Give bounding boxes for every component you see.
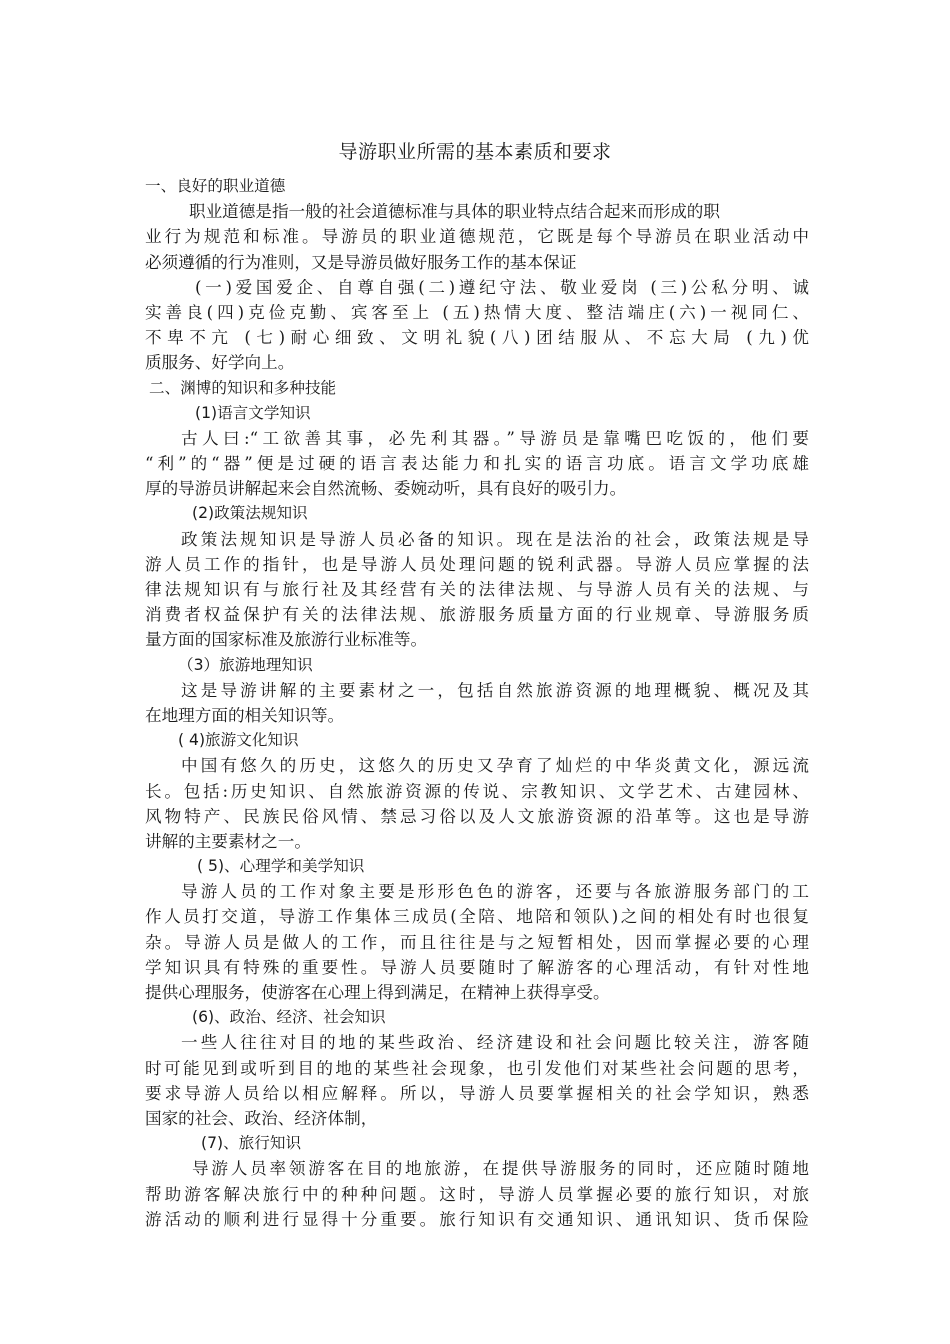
paragraph-line: 厚的导游员讲解起来会自然流畅、委婉动听，具有良好的吸引力。 bbox=[145, 479, 627, 499]
paragraph-line: “利”的“器”便是过硬的语言表达能力和扎实的语言功底。语言文学功底雄 bbox=[145, 454, 809, 474]
paragraph-line: 量方面的国家标准及旅游行业标准等。 bbox=[145, 630, 428, 650]
paragraph-line: 要求导游人员给以相应解释。所以，导游人员要掌握相关的社会学知识，熟悉 bbox=[145, 1083, 809, 1103]
subsection-heading: （3）旅游地理知识 bbox=[178, 655, 313, 674]
paragraph-line: 实善良(四)克俭克勤、宾客至上 (五)热情大度、整洁端庄(六)一视同仁、 bbox=[145, 302, 809, 322]
paragraph-line: 风物特产、民族民俗风情、禁忌习俗以及人文旅游资源的沿革等。这也是导游 bbox=[145, 806, 809, 826]
section-heading-1: 一、良好的职业道德 bbox=[145, 177, 286, 195]
paragraph-line: 讲解的主要素材之一。 bbox=[145, 831, 311, 851]
paragraph-line: 政策法规知识是导游人员必备的知识。现在是法治的社会，政策法规是导 bbox=[181, 529, 809, 549]
paragraph-line: 导游人员率领游客在目的地旅游，在提供导游服务的同时，还应随时随地 bbox=[192, 1159, 809, 1179]
paragraph-line: 时可能见到或听到目的地的某些社会现象，也引发他们对某些社会问题的思考， bbox=[145, 1058, 809, 1078]
section-heading-2: 二、渊博的知识和多种技能 bbox=[149, 378, 337, 397]
document-body bbox=[145, 174, 809, 1232]
subsection-heading: (7)、旅行知识 bbox=[201, 1134, 302, 1153]
paragraph-line: 提供心理服务，使游客在心理上得到满足，在精神上获得享受。 bbox=[145, 983, 610, 1002]
paragraph-line: 国家的社会、政治、经济体制， bbox=[145, 1108, 378, 1128]
paragraph-line: 作人员打交道，导游工作集体三成员(全陪、地陪和领队)之间的相处有时也很复 bbox=[145, 907, 809, 927]
subsection-heading: ( 4)旅游文化知识 bbox=[178, 731, 299, 750]
paragraph-line: 帮助游客解决旅行中的种种问题。这时，导游人员掌握必要的旅行知识，对旅 bbox=[145, 1184, 809, 1204]
paragraph-line: 古人曰:“工欲善其事，必先利其器。”导游员是靠嘴巴吃饭的，他们要 bbox=[181, 428, 809, 448]
paragraph-line: 一些人往往对目的地的某些政治、经济建设和社会问题比较关注，游客随 bbox=[181, 1033, 809, 1053]
paragraph-line: 职业道德是指一般的社会道德标准与具体的职业特点结合起来而形成的职 bbox=[189, 202, 720, 222]
subsection-heading: ( 5)、心理学和美学知识 bbox=[197, 857, 365, 876]
paragraph-line: 律法规知识有与旅行社及其经营有关的法律法规、与导游人员有关的法规、与 bbox=[145, 580, 809, 599]
paragraph-line: 学知识具有特殊的重要性。导游人员要随时了解游客的心理活动，有针对性地 bbox=[145, 957, 809, 977]
paragraph-line: 业行为规范和标准。导游员的职业道德规范，它既是每个导游员在职业活动中 bbox=[145, 227, 809, 247]
paragraph-line: 长。包括:历史知识、自然旅游资源的传说、宗教知识、文学艺术、古建园林、 bbox=[145, 781, 809, 801]
paragraph-line: (一)爱国爱企、自尊自强(二)遵纪守法、敬业爱岗 (三)公私分明、诚 bbox=[195, 277, 809, 297]
subsection-heading: (6)、政治、经济、社会知识 bbox=[192, 1008, 386, 1027]
paragraph-line: 消费者权益保护有关的法律法规、旅游服务质量方面的行业规章、导游服务质 bbox=[145, 605, 809, 625]
paragraph-line: 杂。导游人员是做人的工作，而且往往是与之短暂相处，因而掌握必要的心理 bbox=[145, 932, 809, 952]
paragraph-line: 必须遵循的行为准则，又是导游员做好服务工作的基本保证 bbox=[145, 252, 577, 272]
paragraph-line: 质服务、好学向上。 bbox=[145, 353, 295, 373]
paragraph-line: 这是导游讲解的主要素材之一，包括自然旅游资源的地理概貌、概况及其 bbox=[181, 680, 809, 700]
paragraph-line: 中国有悠久的历史，这悠久的历史又孕育了灿烂的中华炎黄文化，源远流 bbox=[181, 756, 809, 776]
subsection-heading: (1)语言文学知识 bbox=[195, 403, 311, 422]
paragraph-line: 在地理方面的相关知识等。 bbox=[145, 705, 345, 725]
paragraph-line: 不卑不亢 (七)耐心细致、文明礼貌(八)团结服从、不忘大局 (九)优 bbox=[145, 328, 809, 348]
paragraph-line: 导游人员的工作对象主要是形形色色的游客，还要与各旅游服务部门的工 bbox=[181, 882, 809, 902]
paragraph-line: 游活动的顺利进行显得十分重要。旅行知识有交通知识、通讯知识、货币保险 bbox=[145, 1209, 809, 1229]
subsection-heading: (2)政策法规知识 bbox=[192, 504, 308, 523]
document-title: 导游职业所需的基本素质和要求 bbox=[338, 141, 612, 163]
paragraph-line: 游人员工作的指针，也是导游人员处理问题的锐利武器。导游人员应掌握的法 bbox=[145, 554, 809, 574]
